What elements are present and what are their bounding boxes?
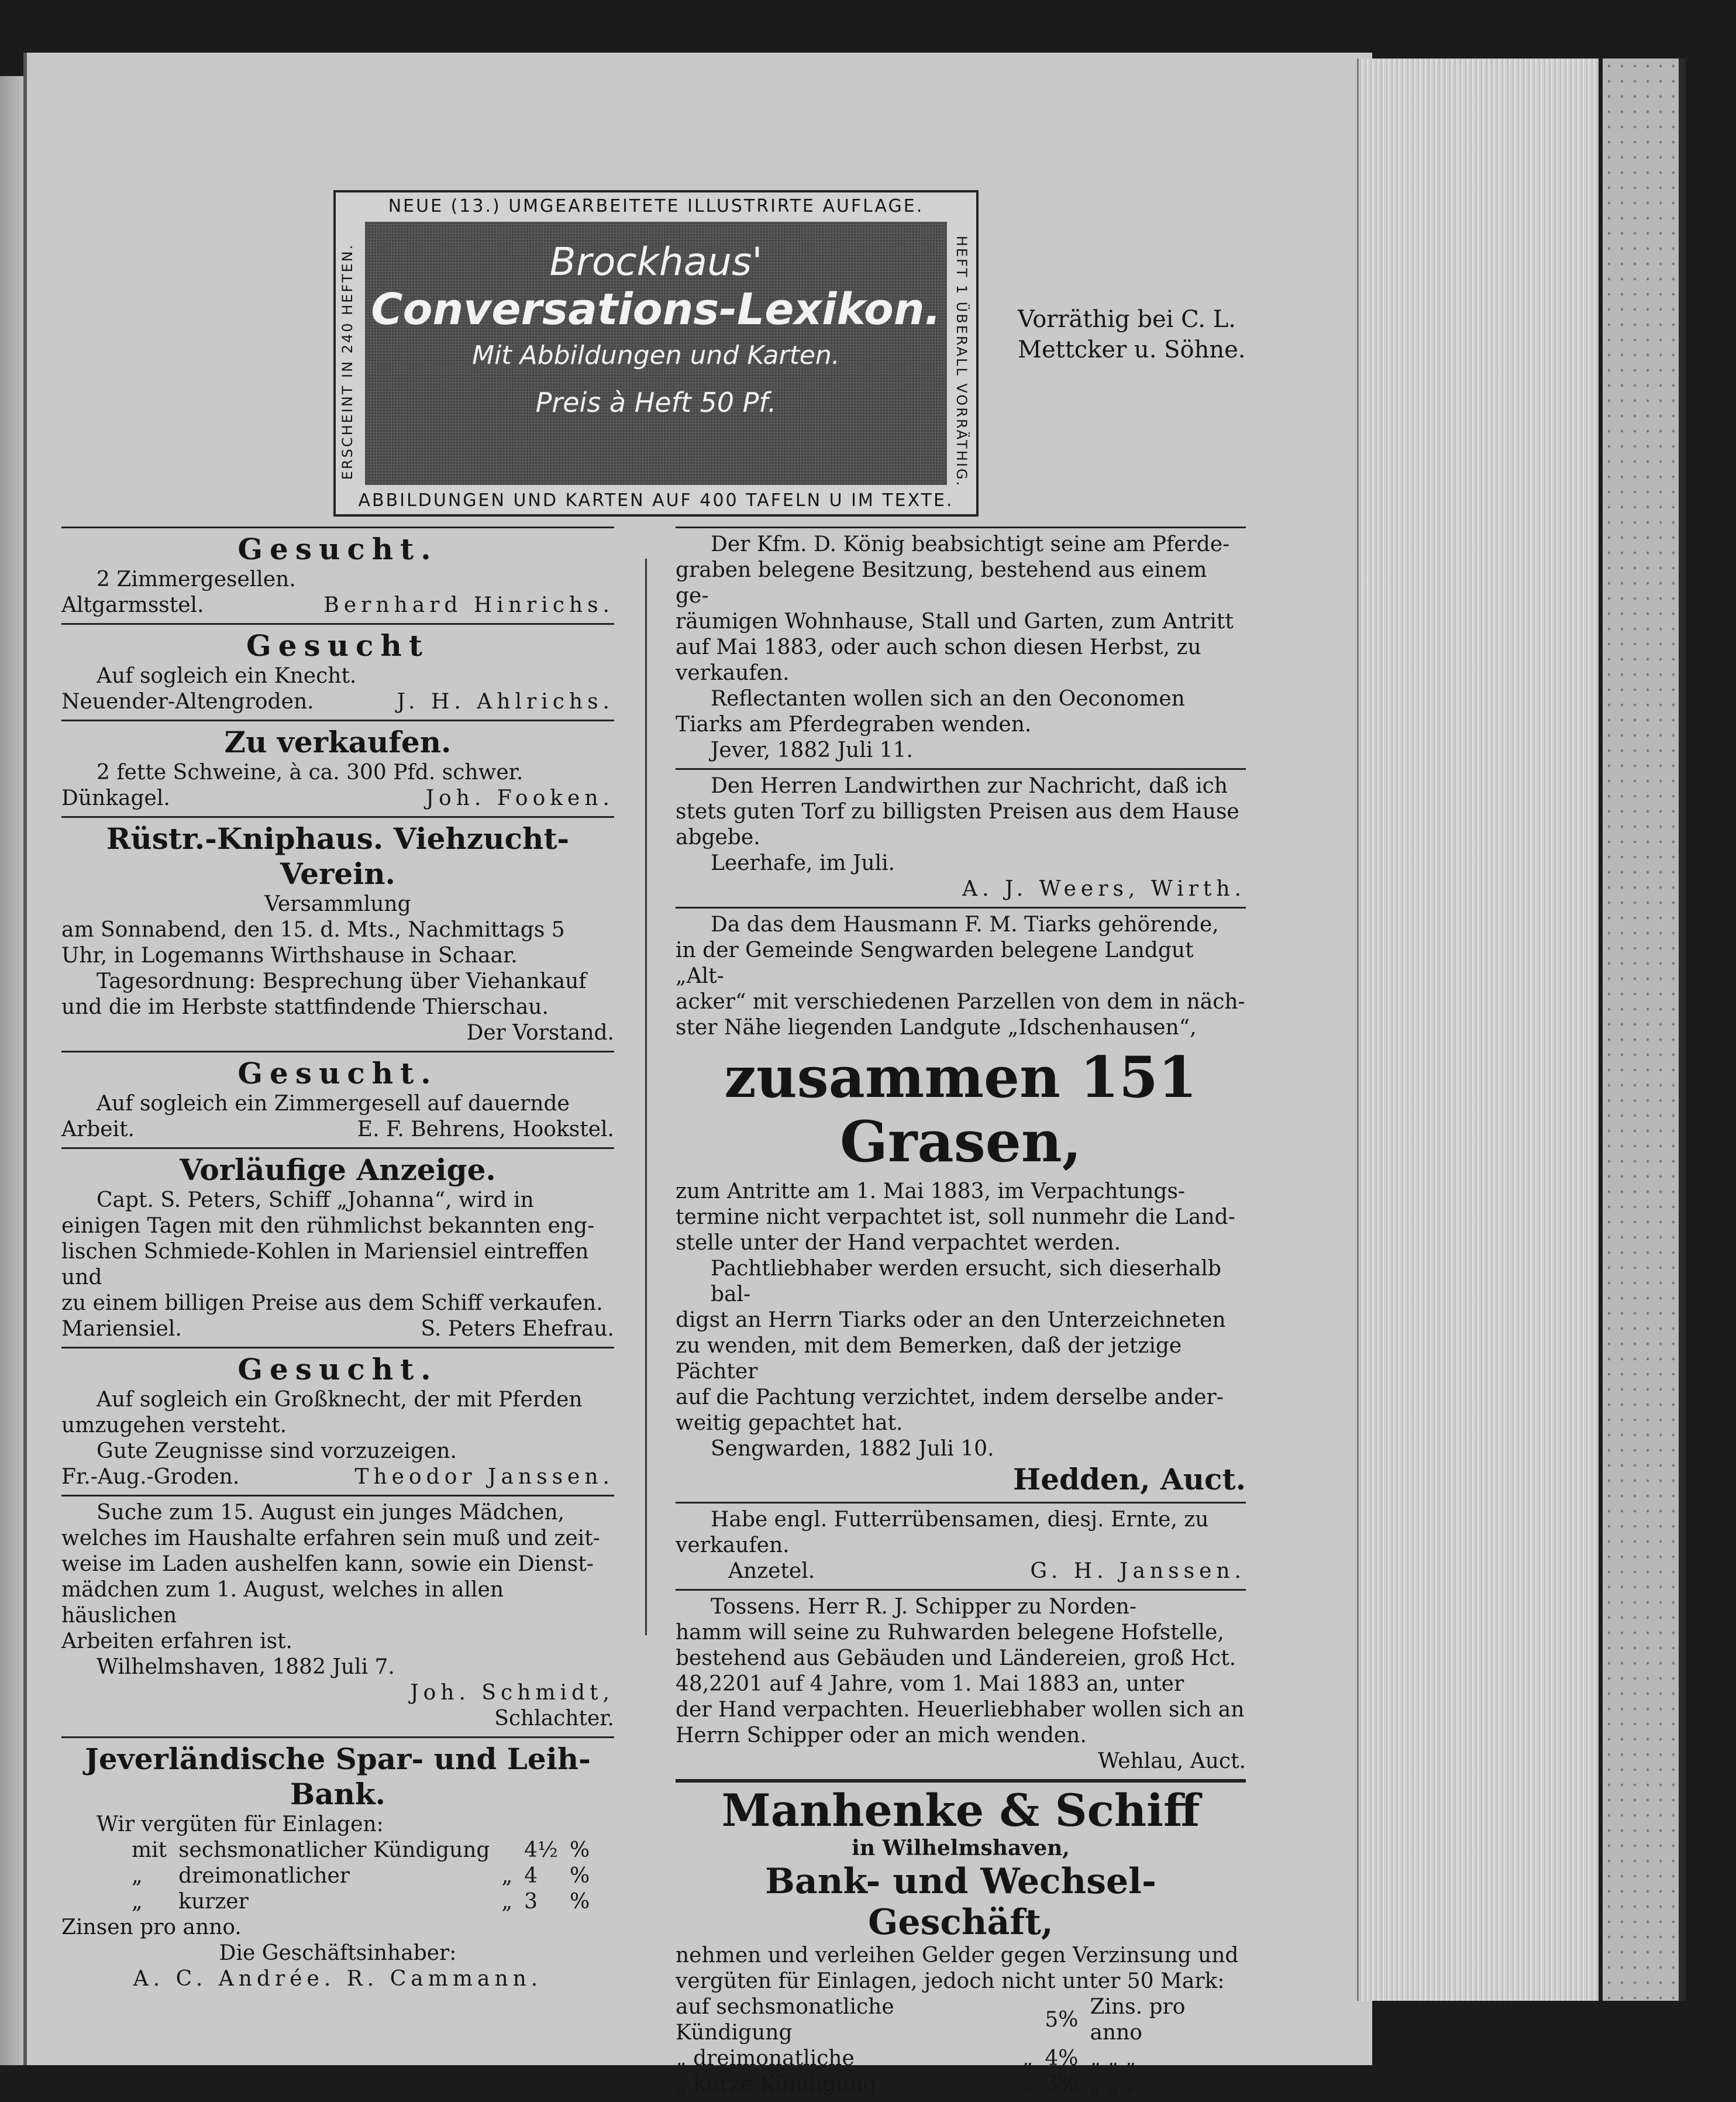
rate-percent: % bbox=[569, 1890, 590, 1914]
ad-subheading: in Wilhelmshaven, bbox=[852, 1836, 1070, 1860]
rate-quote bbox=[495, 1838, 518, 1863]
rate-quote: „ bbox=[1022, 2046, 1034, 2070]
ad-text-line: acker“ mit verschiedenen Parzellen von dem in näch- bbox=[676, 990, 1245, 1014]
column-divider bbox=[645, 559, 647, 1635]
rate-prefix: mit bbox=[132, 1838, 167, 1862]
ad-text-line: Tagesordnung: Besprechung über Viehankauf bbox=[97, 969, 587, 993]
ad-text-line: Uhr, in Logemanns Wirthshause in Schaar. bbox=[61, 944, 518, 968]
ad-text: 2 fette Schweine, à ca. 300 Pfd. schwer. bbox=[97, 761, 523, 785]
rate-value: 3 bbox=[524, 1890, 538, 1914]
ad-name: J. H. Ahlrichs. bbox=[397, 690, 614, 714]
ad-zu-verkaufen bbox=[61, 720, 614, 816]
vorraethig-line-2: Mettcker u. Söhne. bbox=[1018, 336, 1246, 363]
ad-big-headline: zusammen 151 Grasen, bbox=[724, 1044, 1197, 1175]
ad-text-line: 48,2201 auf 4 Jahre, vom 1. Mai 1883 an, unter bbox=[676, 1672, 1184, 1696]
ad-name: Wehlau, Auct. bbox=[1098, 1749, 1246, 1773]
ad-name: Theodor Janssen. bbox=[354, 1465, 614, 1489]
brockhaus-right-text: HEFT 1 ÜBERALL VORRÄTHIG. bbox=[953, 235, 970, 488]
brockhaus-top-text: NEUE (13.) UMGEARBEITETE ILLUSTRIRTE AUFLAGE. bbox=[388, 196, 924, 216]
ad-text-line: zu wenden, mit dem Bemerken, daß der jetzige Pächter bbox=[676, 1334, 1182, 1384]
left-column bbox=[61, 527, 614, 1997]
ad-text-line: weise im Laden aushelfen kann, sowie ein Dienst- bbox=[61, 1552, 594, 1576]
ad-role: Schlachter. bbox=[494, 1707, 614, 1731]
ad-name: Bernhard Hinrichs. bbox=[323, 593, 614, 617]
ad-place: Arbeit. bbox=[61, 1117, 135, 1141]
rate-value: 4% bbox=[1045, 2046, 1079, 2070]
rates-table bbox=[676, 1994, 1246, 2097]
rate-quote: „ bbox=[1022, 2072, 1034, 2096]
ad-text-line: auf die Pachtung verzichtet, indem derselbe ander- bbox=[676, 1385, 1224, 1409]
brockhaus-title-3: Mit Abbildungen und Karten. bbox=[472, 340, 840, 370]
brockhaus-left-text: ERSCHEINT IN 240 HEFTEN. bbox=[339, 243, 356, 480]
ad-viehzucht-verein bbox=[61, 816, 614, 1051]
ad-text-line: zum Antritte am 1. Mai 1883, im Verpachtungs- bbox=[676, 1179, 1186, 1203]
ad-text-line: Pachtliebhaber werden ersucht, sich dieserhalb bal- bbox=[711, 1257, 1221, 1306]
ad-text-line: hamm will seine zu Ruhwarden belegene Hofstelle, bbox=[676, 1621, 1224, 1645]
brockhaus-price: Preis à Heft 50 Pf. bbox=[535, 387, 777, 418]
ad-text-line: Da das dem Hausmann F. M. Tiarks gehörende, bbox=[711, 913, 1219, 937]
page-fold bbox=[0, 76, 23, 2065]
rate-percent: % bbox=[569, 1838, 590, 1862]
ad-spar-leih-bank bbox=[61, 1736, 614, 1997]
rate-row bbox=[676, 1994, 1246, 2046]
ad-heading: Gesucht. bbox=[237, 1352, 438, 1387]
ad-heading: Jeverländische Spar- und Leih-Bank. bbox=[85, 1742, 591, 1811]
ad-text-line: Zinsen pro anno. bbox=[61, 1915, 242, 1939]
ad-tossens-hofstelle bbox=[676, 1589, 1246, 1779]
ad-text-line: lischen Schmiede-Kohlen in Mariensiel eintreffen und bbox=[61, 1240, 589, 1289]
ad-text-line: mädchen zum 1. August, welches in allen häuslichen bbox=[61, 1578, 504, 1628]
ad-names: A. C. Andrée. R. Cammann. bbox=[133, 1967, 543, 1991]
ad-futterruebensamen bbox=[676, 1502, 1246, 1589]
rate-row bbox=[676, 2046, 1246, 2072]
ad-signature: Der Vorstand. bbox=[466, 1021, 614, 1045]
page-edges bbox=[1357, 59, 1599, 2001]
rate-percent: % bbox=[569, 1864, 590, 1888]
rate-row bbox=[61, 1889, 595, 1915]
ad-signature-row bbox=[61, 1464, 614, 1490]
ad-text-line: Reflectanten wollen sich an den Oeconomen bbox=[711, 687, 1185, 711]
brockhaus-ad bbox=[333, 190, 979, 517]
ad-text-line: verkaufen. bbox=[676, 661, 790, 685]
rates-table bbox=[61, 1838, 595, 1915]
brockhaus-inner-panel bbox=[365, 222, 947, 485]
ad-heading: Gesucht. bbox=[237, 1056, 438, 1090]
ad-name: E. F. Behrens, Hookstel. bbox=[357, 1117, 614, 1141]
ad-suche-maedchen bbox=[61, 1495, 614, 1736]
ad-text-line: weitig gepachtet hat. bbox=[676, 1411, 903, 1435]
ad-name: A. J. Weers, Wirth. bbox=[962, 877, 1246, 901]
ad-text-line: in der Gemeinde Sengwarden belegene Landgut „Alt- bbox=[676, 938, 1194, 988]
ad-signature-row bbox=[61, 689, 614, 715]
ad-heading: Zu verkaufen. bbox=[224, 725, 452, 759]
rate-label: dreimonatlicher bbox=[178, 1864, 350, 1888]
ad-text-line: einigen Tagen mit den rühmlichst bekannten eng- bbox=[61, 1214, 595, 1238]
ad-name: S. Peters Ehefrau. bbox=[421, 1317, 614, 1341]
ad-heading-2: Bank- und Wechsel-Geschäft, bbox=[765, 1861, 1156, 1943]
ad-place: Fr.-Aug.-Groden. bbox=[61, 1465, 240, 1489]
ad-name: G. H. Janssen. bbox=[1030, 1559, 1246, 1583]
ad-text-line: verkaufen. bbox=[676, 1533, 790, 1557]
ad-torf bbox=[676, 768, 1246, 907]
ad-place: Mariensiel. bbox=[61, 1317, 182, 1341]
ad-text-line: Tossens. Herr R. J. Schipper zu Norden- bbox=[711, 1595, 1137, 1619]
ad-gesucht-zimmergesell bbox=[61, 1051, 614, 1147]
rate-value: 5% bbox=[1045, 2008, 1079, 2032]
book-cover bbox=[1603, 59, 1686, 2001]
ad-text-line: Habe engl. Futterrübensamen, diesj. Ernte, zu bbox=[711, 1508, 1209, 1532]
ad-text-line: Wir vergüten für Einlagen: bbox=[97, 1812, 384, 1836]
ad-date: Leerhafe, im Juli. bbox=[711, 851, 895, 875]
ad-heading: Gesucht bbox=[246, 628, 429, 663]
ad-text-line: umzugehen versteht. bbox=[61, 1413, 287, 1437]
ad-text: 2 Zimmergesellen. bbox=[97, 567, 296, 591]
rate-prefix: „ bbox=[132, 1890, 143, 1914]
ad-text: Auf sogleich ein Knecht. bbox=[97, 664, 357, 688]
rate-row bbox=[61, 1863, 595, 1889]
ad-text-line: Den Herren Landwirthen zur Nachricht, daß ich bbox=[711, 774, 1228, 798]
ad-manhenke-schiff bbox=[676, 1779, 1246, 2102]
ad-text-line: nehmen und verleihen Gelder gegen Verzinsung und bbox=[676, 1943, 1239, 1967]
rate-tail: „ „ „ bbox=[1090, 2072, 1136, 2096]
rate-quote: „ bbox=[501, 1864, 513, 1888]
rate-value: 3% bbox=[1045, 2072, 1079, 2096]
ad-text-line: auf Mai 1883, oder auch schon diesen Herbst, zu bbox=[676, 635, 1201, 659]
ad-heading: Gesucht. bbox=[237, 532, 438, 566]
brockhaus-title-1: Brockhaus' bbox=[549, 239, 763, 284]
ad-text-line: graben belegene Besitzung, bestehend aus einem ge- bbox=[676, 558, 1207, 608]
ad-koenig-besitzung bbox=[676, 527, 1246, 768]
ad-gesucht-knecht bbox=[61, 623, 614, 720]
ad-heading: Vorläufige Anzeige. bbox=[180, 1153, 496, 1187]
ad-name: Joh. Schmidt, bbox=[410, 1681, 614, 1705]
ad-text-line: termine nicht verpachtet ist, soll nunmehr die Land- bbox=[676, 1205, 1235, 1229]
ad-text-line: Arbeiten erfahren ist. bbox=[61, 1629, 292, 1653]
ad-signature-row bbox=[676, 1559, 1246, 1584]
ad-date: Sengwarden, 1882 Juli 10. bbox=[711, 1437, 994, 1461]
ad-name: Joh. Fooken. bbox=[425, 786, 614, 810]
vorraethig-line-1: Vorräthig bei C. L. bbox=[1018, 306, 1236, 333]
ad-text-line: Der Kfm. D. König beabsichtigt seine am Pferde- bbox=[711, 532, 1230, 556]
ad-text-line: stelle unter der Hand verpachtet werden. bbox=[676, 1231, 1121, 1255]
rate-label: kurzer bbox=[178, 1890, 249, 1914]
brockhaus-title-2: Conversations-Lexikon. bbox=[371, 284, 941, 335]
ad-text-line: und die im Herbste stattfindende Thierschau. bbox=[61, 995, 549, 1019]
ad-text-line: abgebe. bbox=[676, 825, 760, 849]
ad-text-line: räumigen Wohnhause, Stall und Garten, zum Antritt bbox=[676, 610, 1234, 634]
ad-heading: Rüstr.-Kniphaus. Viehzucht-Verein. bbox=[106, 821, 570, 891]
rate-tail: Zins. pro anno bbox=[1090, 1995, 1186, 2045]
ad-text-line: ster Nähe liegenden Landgute „Idschenhausen“, bbox=[676, 1016, 1197, 1040]
rate-quote bbox=[1017, 1994, 1039, 2046]
ad-text-line: der Hand verpachten. Heuerliebhaber wollen sich an bbox=[676, 1698, 1245, 1722]
ad-heading: Manhenke & Schiff bbox=[721, 1784, 1200, 1836]
ad-date: Wilhelmshaven, 1882 Juli 7. bbox=[97, 1655, 395, 1679]
ad-text-line: Herrn Schipper oder an mich wenden. bbox=[676, 1723, 1087, 1747]
rate-tail: „ „ „ bbox=[1090, 2046, 1136, 2070]
ad-subheading: Versammlung bbox=[264, 892, 411, 916]
ad-place: Altgarmsstel. bbox=[61, 593, 204, 617]
ad-place: Neuender-Altengroden. bbox=[61, 690, 314, 714]
ad-gesucht-zimmergesellen bbox=[61, 527, 614, 623]
ad-text-line: bestehend aus Gebäuden und Ländereien, groß Hct. bbox=[676, 1646, 1236, 1670]
ad-text-line: Suche zum 15. August ein junges Mädchen, bbox=[97, 1501, 565, 1525]
ad-name: Hedden, Auct. bbox=[1012, 1462, 1246, 1496]
rate-value: 4½ bbox=[524, 1838, 558, 1862]
ad-text-line: Die Geschäftsinhaber: bbox=[219, 1941, 457, 1965]
vorraethig-note bbox=[1018, 304, 1246, 365]
ad-signature-row bbox=[61, 1316, 614, 1342]
ad-text-line: Auf sogleich ein Zimmergesell auf dauernde bbox=[97, 1092, 570, 1116]
rate-row bbox=[676, 2072, 1246, 2097]
ad-place: Dünkagel. bbox=[61, 786, 170, 810]
ad-text-line: vergüten für Einlagen, jedoch nicht unter 50 Mark: bbox=[676, 1969, 1225, 1993]
right-column bbox=[676, 527, 1246, 2102]
ad-text-line: zu einem billigen Preise aus dem Schiff verkaufen. bbox=[61, 1291, 603, 1315]
rate-row bbox=[61, 1838, 595, 1863]
ad-text-line: digst an Herrn Tiarks oder an den Unterzeichneten bbox=[676, 1308, 1226, 1332]
ad-text-line: welches im Haushalte erfahren sein muß und zeit- bbox=[61, 1526, 600, 1550]
ad-text-line: Tiarks am Pferdegraben wenden. bbox=[676, 713, 1032, 737]
ad-signature-row bbox=[61, 786, 614, 811]
ad-text-line: stets guten Torf zu billigsten Preisen aus dem Hause bbox=[676, 800, 1239, 824]
ad-signature-row bbox=[61, 1117, 614, 1143]
ad-gesucht-grossknecht bbox=[61, 1347, 614, 1495]
rate-label: sechsmonatlicher Kündigung bbox=[178, 1838, 490, 1862]
rate-label: auf sechsmonatliche Kündigung bbox=[676, 1995, 894, 2045]
ad-text-line: Capt. S. Peters, Schiff „Johanna“, wird in bbox=[97, 1188, 534, 1212]
ad-text-line: am Sonnabend, den 15. d. Mts., Nachmittags 5 bbox=[61, 918, 565, 942]
rate-prefix: „ bbox=[132, 1864, 143, 1888]
ad-landgut-altacker bbox=[676, 907, 1246, 1502]
ad-date: Jever, 1882 Juli 11. bbox=[711, 738, 913, 762]
rate-label: „ kurze Kündigung bbox=[676, 2072, 877, 2096]
ad-text-line: Gute Zeugnisse sind vorzuzeigen. bbox=[97, 1439, 457, 1463]
ad-vorlaeufige-anzeige bbox=[61, 1147, 614, 1347]
rate-value: 4 bbox=[524, 1864, 538, 1888]
ad-text-line: Auf sogleich ein Großknecht, der mit Pferden bbox=[97, 1388, 583, 1412]
rate-label: „ dreimonatliche bbox=[676, 2046, 855, 2070]
brockhaus-bottom-text: ABBILDUNGEN UND KARTEN AUF 400 TAFELN U IM TEXTE. bbox=[358, 490, 954, 511]
ad-signature-row bbox=[61, 593, 614, 618]
ad-place: Anzetel. bbox=[728, 1559, 815, 1583]
rate-quote: „ bbox=[501, 1890, 513, 1914]
